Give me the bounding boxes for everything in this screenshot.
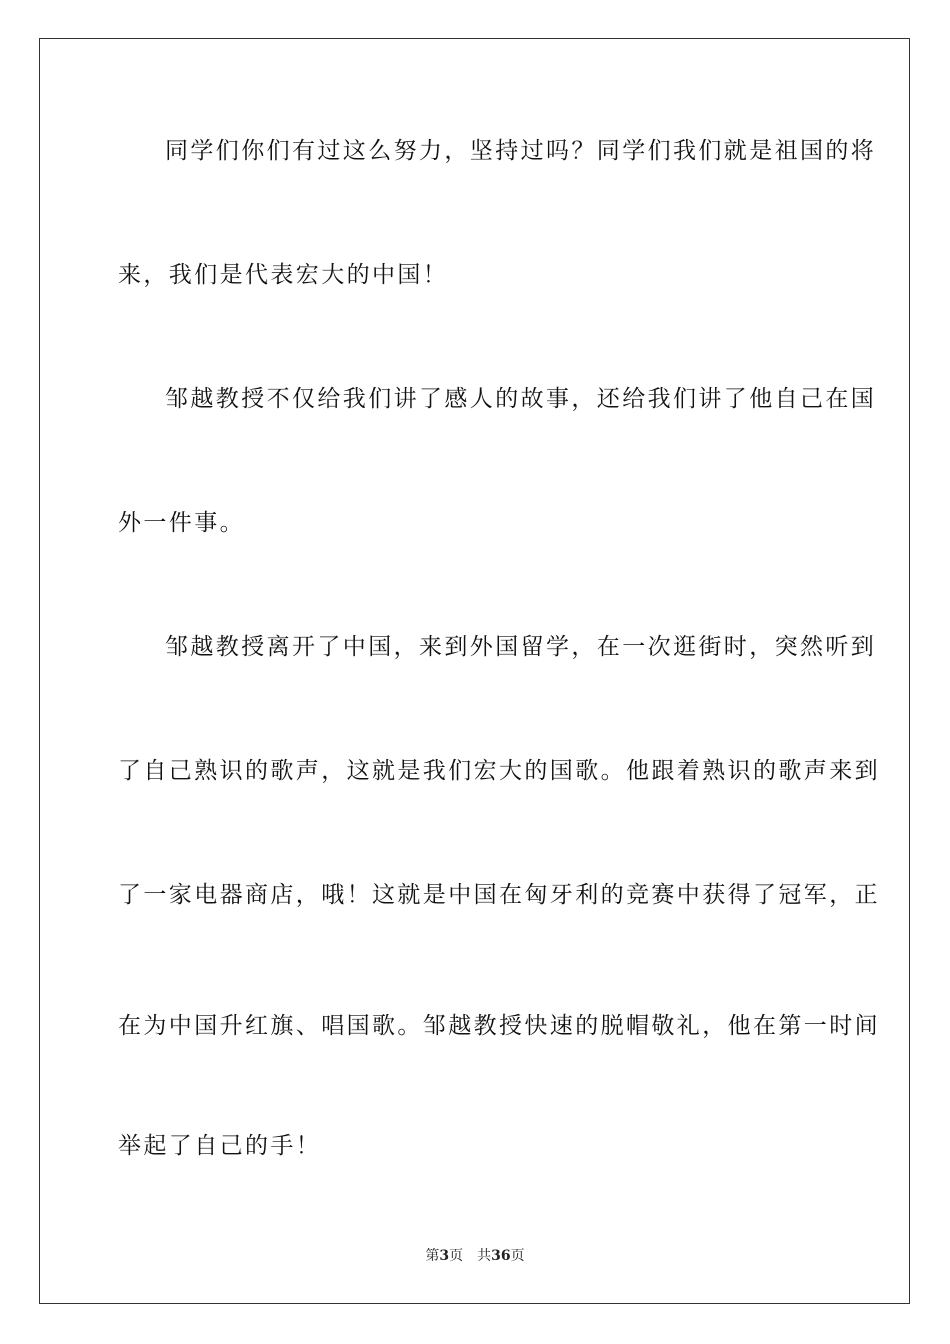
body-line-1: 同学们你们有过这么努力，坚持过吗？同学们我们就是祖国的将 [165, 138, 877, 164]
total-suffix: 页 [510, 1248, 525, 1264]
total-pages: 36 [491, 1248, 511, 1264]
body-line-7: 了一家电器商店，哦！这就是中国在匈牙利的竞赛中获得了冠军，正 [118, 882, 880, 908]
body-line-2: 来，我们是代表宏大的中国！ [118, 262, 449, 288]
page-prefix: 第 [425, 1248, 440, 1264]
page-footer [0, 1247, 950, 1265]
body-line-8: 在为中国升红旗、唱国歌。邹越教授快速的脱帽敬礼，他在第一时间 [118, 1013, 880, 1039]
body-line-3: 邹越教授不仅给我们讲了感人的故事，还给我们讲了他自己在国 [165, 386, 877, 412]
body-line-6: 了自己熟识的歌声，这就是我们宏大的国歌。他跟着熟识的歌声来到 [118, 758, 880, 784]
body-line-5: 邹越教授离开了中国，来到外国留学，在一次逛街时，突然听到 [165, 634, 877, 660]
total-prefix: 共 [477, 1248, 492, 1264]
page-number: 3 [439, 1248, 450, 1264]
body-line-9: 举起了自己的手！ [118, 1133, 322, 1159]
page-suffix: 页 [449, 1248, 464, 1264]
body-line-4: 外一件事。 [118, 510, 245, 536]
page-frame [39, 38, 910, 1304]
